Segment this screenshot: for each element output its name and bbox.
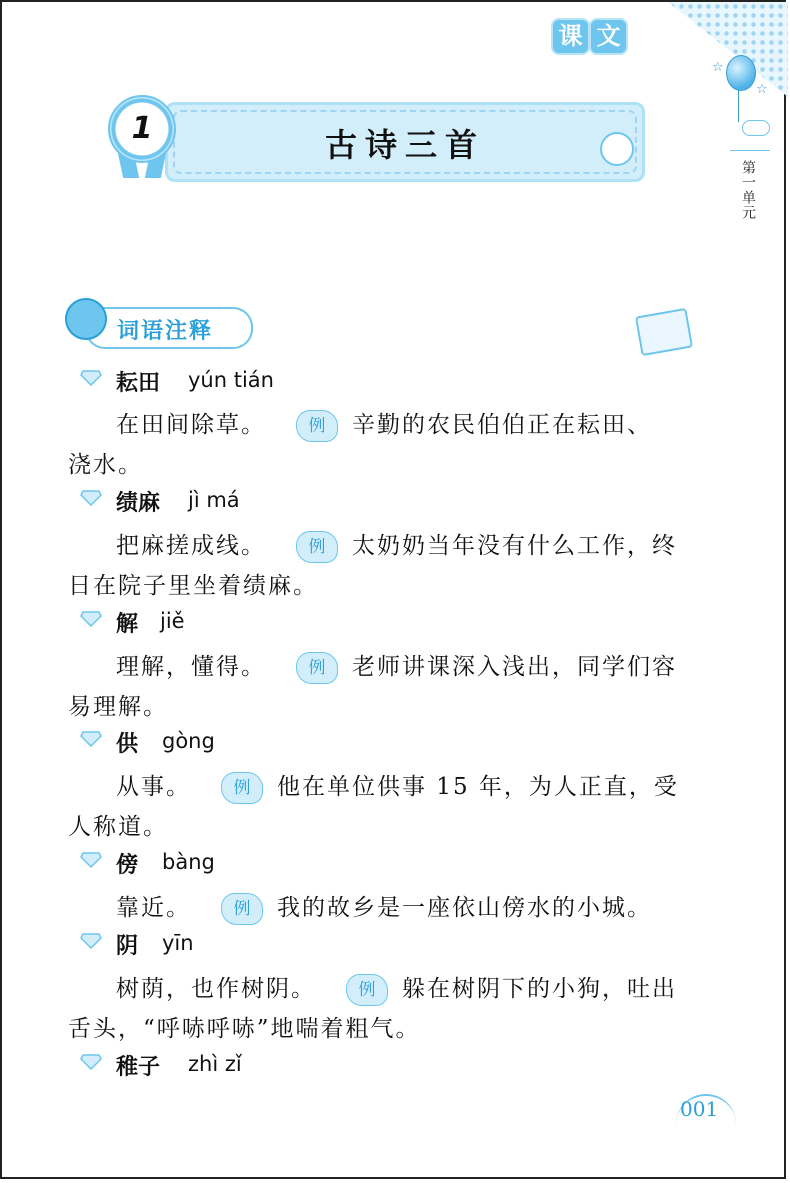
section-tag-char: 文	[591, 20, 626, 53]
star-icon: ☆	[712, 60, 724, 75]
lesson-number: 1	[131, 111, 153, 146]
lesson-title-banner	[165, 102, 645, 182]
diamond-icon	[80, 611, 102, 627]
entry-pinyin: yún tián	[188, 368, 274, 392]
entry-pinyin: yīn	[162, 931, 194, 955]
example-badge: 例	[221, 772, 263, 804]
entry-line	[116, 406, 652, 442]
unit-label: 第一单元	[740, 160, 756, 220]
entry-definition: 靠近。	[116, 895, 191, 921]
lesson-title: 古诗三首	[324, 126, 485, 164]
diamond-icon	[80, 933, 102, 949]
entry-line	[116, 889, 652, 925]
star-icon: ☆	[756, 82, 768, 97]
page-number: 001	[680, 1097, 719, 1121]
entry-word: 稚子	[116, 1055, 161, 1080]
example-badge: 例	[346, 974, 388, 1006]
entry-example: 他在单位供事 15 年，为人正直，受	[277, 774, 679, 800]
entry-line: 易理解。	[68, 694, 168, 720]
entry-pinyin: jì má	[188, 488, 240, 512]
entry-word: 阴	[116, 934, 139, 959]
entry-example: 我的故乡是一座依山傍水的小城。	[277, 895, 652, 921]
example-badge: 例	[296, 531, 338, 563]
entry-line	[116, 527, 677, 563]
entry-definition: 树荫，也作树阴。	[116, 976, 316, 1002]
entry-word: 解	[116, 612, 139, 637]
vocab-section-title: 词语注释	[117, 319, 214, 344]
vocab-section-header	[85, 307, 253, 349]
entry-definition: 把麻搓成线。	[116, 533, 266, 559]
side-rule	[730, 150, 770, 151]
balloon-string	[738, 90, 741, 122]
entry-example: 太奶奶当年没有什么工作，终	[352, 533, 677, 559]
entry-definition: 在田间除草。	[116, 412, 266, 438]
diamond-icon	[80, 1054, 102, 1070]
diamond-icon	[80, 370, 102, 386]
diamond-icon	[80, 490, 102, 506]
example-badge: 例	[296, 410, 338, 442]
entry-definition: 从事。	[116, 774, 191, 800]
entry-pinyin: jiě	[160, 609, 185, 633]
entry-line	[116, 648, 677, 684]
entry-pinyin: bàng	[162, 850, 215, 874]
cloud-icon	[742, 120, 770, 136]
balloon-icon	[726, 55, 756, 91]
section-tag	[553, 20, 626, 53]
entry-word: 耘田	[116, 371, 161, 396]
entry-definition: 理解，懂得。	[116, 654, 266, 680]
entry-word: 绩麻	[116, 491, 161, 516]
entry-line: 浇水。	[68, 452, 143, 478]
entry-line: 舌头，“呼哧呼哧”地喘着粗气。	[68, 1016, 421, 1042]
entry-line	[116, 970, 677, 1006]
entry-example: 躲在树阴下的小狗，吐出	[402, 976, 677, 1002]
entry-pinyin: zhì zǐ	[188, 1052, 242, 1076]
entry-word: 供	[116, 732, 139, 757]
entry-pinyin: gòng	[162, 729, 215, 753]
rosette-badge-icon	[108, 95, 176, 163]
entry-word: 傍	[116, 853, 139, 878]
sheep-icon	[600, 132, 634, 166]
entry-line: 日在院子里坐着绩麻。	[68, 573, 318, 599]
entry-example: 老师讲课深入浅出，同学们容	[352, 654, 677, 680]
example-badge: 例	[221, 893, 263, 925]
diamond-icon	[80, 731, 102, 747]
entry-line: 人称道。	[68, 814, 168, 840]
entry-example: 辛勤的农民伯伯正在耘田、	[352, 412, 652, 438]
example-badge: 例	[296, 652, 338, 684]
boy-icon	[65, 298, 107, 340]
entry-line	[116, 768, 679, 804]
diamond-icon	[80, 852, 102, 868]
section-tag-char: 课	[553, 20, 588, 53]
